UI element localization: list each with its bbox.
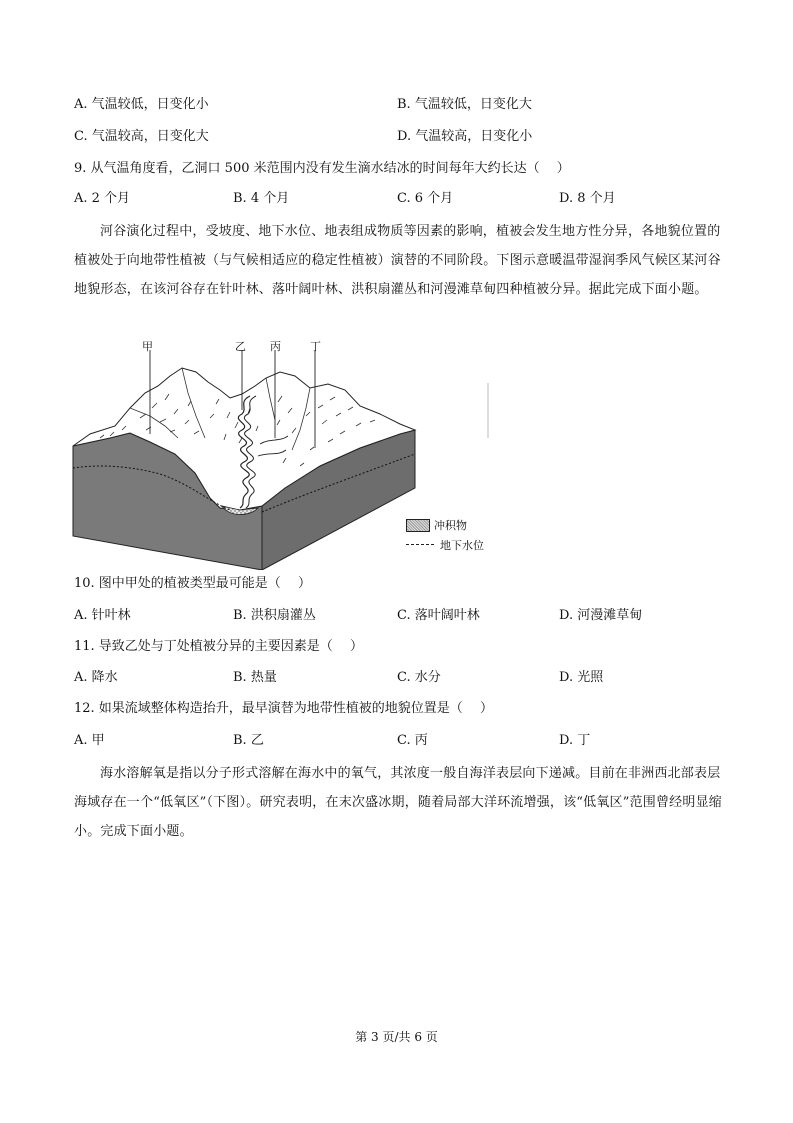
q11-stem: 11. 导致乙处与丁处植被分异的主要因素是（ ） <box>74 639 363 654</box>
passage-valley: 河谷演化过程中，受坡度、地下水位、地表组成物质等因素的影响，植被会发生地方性分异，各地貌位置的植被处于向地带性植被（与气候相适应的稳定性植被）演替的不同阶段。下图示意暖温带湿润季风气候区某河谷地貌形态，在该河谷存在针叶林、落叶阔叶林、洪积扇灌丛和河漫滩草甸四种植被分异。据此完成下面小题。 <box>74 224 721 297</box>
q11-option-c: C. 水分 <box>397 670 441 685</box>
q10-option-d: D. 河漫滩草甸 <box>559 608 643 623</box>
q11-option-b: B. 热量 <box>233 670 277 685</box>
q10-stem: 10. 图中甲处的植被类型最可能是（ ） <box>74 576 311 591</box>
q11-option-a: A. 降水 <box>74 670 118 685</box>
q12-stem: 12. 如果流域整体构造抬升，最早演替为地带性植被的地貌位置是（ ） <box>74 701 493 716</box>
q8-option-c: C. 气温较高，日变化大 <box>74 129 209 144</box>
q12-option-c: C. 丙 <box>397 733 428 748</box>
q8-option-a: A. 气温较低，日变化小 <box>74 97 209 112</box>
q12-option-a: A. 甲 <box>74 733 105 748</box>
label-yi: 乙 <box>235 340 246 353</box>
legend-alluvium-swatch <box>406 519 430 532</box>
q10-option-a: A. 针叶林 <box>74 608 131 623</box>
legend-groundwater-swatch <box>406 544 434 545</box>
label-ding: 丁 <box>310 340 321 353</box>
q12-option-d: D. 丁 <box>559 733 591 748</box>
q9-option-b: B. 4 个月 <box>233 191 290 206</box>
legend-alluvium-label: 冲积物 <box>434 519 467 532</box>
q10-option-c: C. 落叶阔叶林 <box>397 608 480 623</box>
q9-option-d: D. 8 个月 <box>559 191 616 206</box>
page-footer: 第 3 页/共 6 页 <box>355 1030 438 1044</box>
label-jia: 甲 <box>142 340 153 353</box>
label-bing: 丙 <box>270 340 281 353</box>
q8-option-b: B. 气温较低，日变化大 <box>397 97 532 112</box>
q12-option-b: B. 乙 <box>233 733 264 748</box>
legend-groundwater-label: 地下水位 <box>440 539 484 552</box>
passage-oxygen: 海水溶解氧是指以分子形式溶解在海水中的氧气，其浓度一般自海洋表层向下递减。目前在非洲西北部表层海域存在一个“低氧区”（下图）。研究表明，在末次盛冰期，随着局部大洋环流增强，该“低氧区”范围曾经明显缩小。完成下面小题。 <box>74 766 722 839</box>
q9-option-c: C. 6 个月 <box>397 191 454 206</box>
q11-option-d: D. 光照 <box>559 670 604 685</box>
q9-stem: 9. 从气温角度看，乙洞口 500 米范围内没有发生滴水结冰的时间每年大约长达（ ） <box>74 161 570 176</box>
q8-option-d: D. 气温较高，日变化小 <box>397 129 533 144</box>
q10-option-b: B. 洪积扇灌丛 <box>233 608 316 623</box>
q9-option-a: A. 2 个月 <box>74 191 131 206</box>
valley-block-diagram <box>70 338 500 570</box>
